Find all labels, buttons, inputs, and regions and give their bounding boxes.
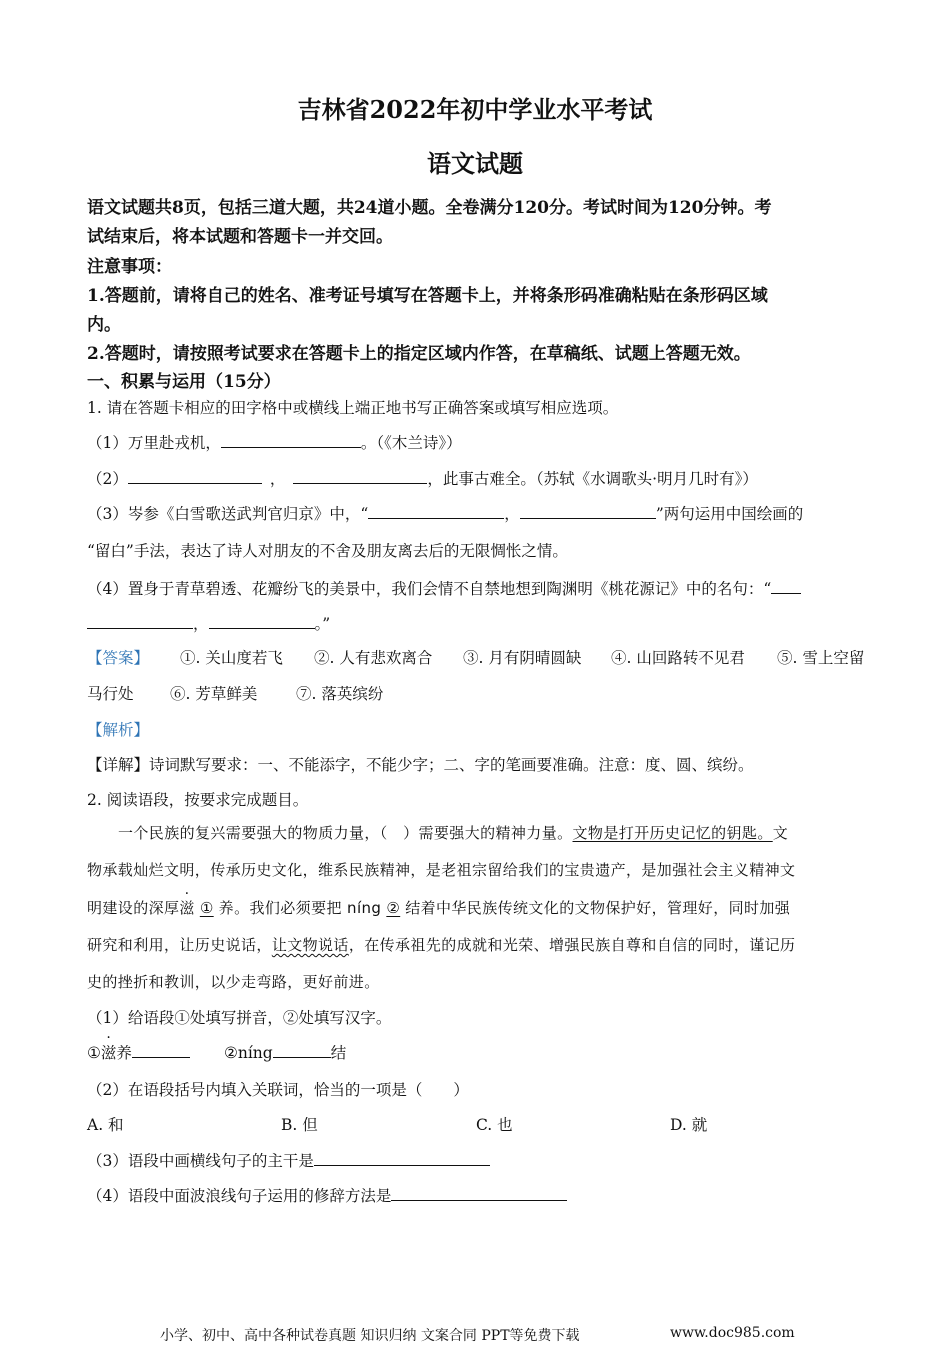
answer-6: ⑥. 芳草鲜美 [170,685,258,703]
option-a: A. 和 [87,1116,124,1134]
q2-sub-3-text: （3）语段中画横线句子的主干是 [87,1152,314,1170]
q1-p4-text-b: ， [193,615,209,633]
blank-line [132,1041,190,1058]
q2-sub-2: （2）在语段括号内填入关联词，恰当的一项是（ ） [87,1081,469,1099]
passage-text: 明建设的深厚 [87,899,180,917]
passage-line-5: 史的挫折和教训，以少走弯路，更好前进。 [87,973,380,991]
q1-p3-text-d: “留白”手法，表达了诗人对朋友的不舍及朋友离去后的无限惆怅之情。 [87,542,568,560]
option-b: B. 但 [281,1116,318,1134]
answer-1: ①. 关山度若飞 [180,649,283,667]
blank-line [221,431,361,448]
q1-stem: 1. 请在答题卡相应的田字格中或横线上端正地书写正确答案或填写相应选项。 [87,399,619,417]
q1-p2-text-a: （2） [87,470,128,488]
passage-line-3 [87,897,790,918]
q2-sub-3 [87,1149,490,1171]
detail-text: 【详解】诗词默写要求：一、不能添字，不能少字；二、字的笔画要准确。注意：度、圆、缤纷。 [87,756,754,774]
passage-line-2: 物承载灿烂文明，传承历史文化，维系民族精神，是老祖宗留给我们的宝贵遗产，是加强社会主义精神文 [87,861,796,879]
blank-line [209,612,315,629]
blank-line [293,467,427,484]
passage-text: 文 [772,824,789,842]
q1-p2-text-b: ， [269,470,286,488]
notice-title: 注意事项： [87,257,172,277]
blank-line [520,502,656,519]
answer-5: ⑤. 雪上空留 [777,649,865,667]
blank-2: ② [386,899,401,917]
dotted-char: 滋 [100,1044,117,1062]
q1-p3-text-b: ， [504,505,520,523]
answer-4: ④. 山回路转不见君 [611,649,745,667]
footer-url[interactable]: www.doc985.com [670,1325,795,1341]
option-d: D. 就 [670,1116,708,1134]
q1-part-4 [87,577,801,599]
answer-3: ③. 月有阴晴圆缺 [463,649,582,667]
exam-title: 吉林省2022年初中学业水平考试 [297,95,653,124]
intro-line-1: 语文试题共8页，包括三道大题，共24道小题。全卷满分120分。考试时间为120分钟。考 [87,198,772,218]
q1-p3-text-a: （3）岑参《白雪歌送武判官归京》中，“ [87,505,369,523]
passage-text: ，在传承祖先的成就和光荣、增强民族自尊和自信的同时，谨记历 [348,936,796,954]
blank-line [273,1041,331,1058]
q1-p1-text-b: 。（《木兰诗》） [360,434,462,452]
q2-sub-4-text: （4）语段中面波浪线句子运用的修辞方法是 [87,1187,392,1205]
section-heading: 一、积累与运用（15分） [87,372,281,392]
q2-stem: 2. 阅读语段，按要求完成题目。 [87,791,309,809]
q1-p3-text-c: ”两句运用中国绘画的 [655,505,804,523]
blank-line [314,1149,490,1166]
answer-label: 养 [116,1044,132,1062]
passage-line-4 [87,934,795,955]
answer-2: ②. 人有悲欢离合 [314,649,433,667]
notice-2: 2.答题时，请按照考试要求在答题卡上的指定区域内作答，在草稿纸、试题上答题无效。 [87,344,751,364]
passage-line-1 [118,822,788,843]
dotted-char: 滋 [179,899,195,917]
footer-text: 小学、初中、高中各种试卷真题 知识归纳 文案合同 PPT等免费下载 [160,1328,580,1344]
blank-line [87,612,193,629]
q1-p4-text-c: 。” [314,615,331,633]
answer-label: 结 [330,1044,347,1062]
q2-sub-1-answer [87,1041,346,1063]
blank-line [368,502,504,519]
q1-part-2 [87,467,758,489]
passage-text: 研究和利用，让历史说话， [87,936,272,954]
answer-label: ②níng [223,1044,273,1062]
notice-1b: 内。 [87,315,121,335]
wavy-underlined-phrase: 让文物说话 [271,936,349,954]
q2-sub-1: （1）给语段①处填写拼音，②处填写汉字。 [87,1009,392,1027]
intro-line-2: 试结束后，将本试题和答题卡一并交回。 [87,227,393,247]
q1-part-3 [87,502,803,524]
blank-line [128,467,262,484]
q1-part-4-cont [87,612,330,634]
blank-line [391,1184,567,1201]
blank-line [771,577,801,594]
underlined-sentence: 文物是打开历史记忆的钥匙。 [572,824,773,842]
answer-5-cont: 马行处 [87,685,134,703]
answer-label: ① [87,1044,101,1062]
blank-1: ① [199,899,214,917]
analysis-tag: 【解析】 [87,721,150,739]
passage-text: 养。我们必须要把 níng [218,899,382,917]
answer-7: ⑦. 落英缤纷 [296,685,384,703]
q1-p4-text-a: （4）置身于青草碧透、花瓣纷飞的美景中，我们会情不自禁地想到陶渊明《桃花源记》中的名句：“ [87,580,772,598]
passage-text: 一个民族的复兴需要强大的物质力量，（ ）需要强大的精神力量。 [118,824,573,842]
passage-text: 结着中华民族传统文化的文物保护好，管理好，同时加强 [405,899,791,917]
option-c: C. 也 [476,1116,513,1134]
q1-p1-text-a: （1）万里赴戎机， [87,434,221,452]
notice-1a: 1.答题前，请将自己的姓名、准考证号填写在答题卡上，并将条形码准确粘贴在条形码区域 [87,286,768,306]
exam-subtitle: 语文试题 [427,149,523,178]
answer-tag: 【答案】 [87,649,150,667]
q2-sub-4 [87,1184,567,1206]
q1-p2-text-c: ，此事古难全。（苏轼《水调歌头·明月几时有》） [427,470,758,488]
q1-part-1 [87,431,462,453]
